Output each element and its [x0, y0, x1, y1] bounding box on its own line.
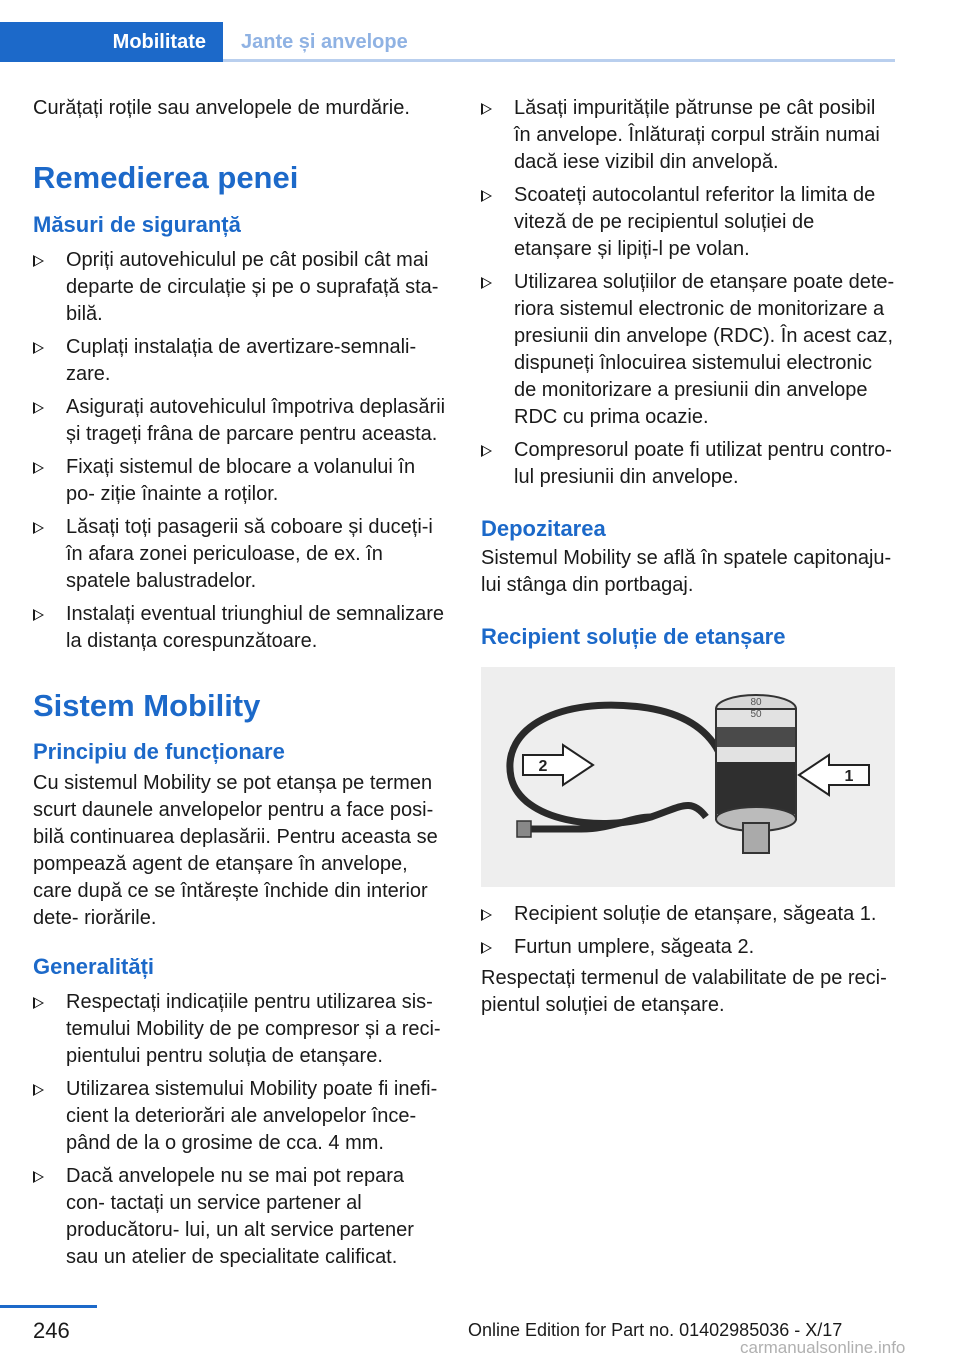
- list-item-text: Scoateți autocolantul referitor la limita de viteză de pe recipientul soluției de etanșare și lipiți-l pe volan.: [514, 184, 876, 260]
- triangle-bullet-icon: [481, 190, 492, 202]
- list-item-text: Dacă anvelopele nu se mai pot repara con- tactați un service partener al producătoru- lui, un alt service partener sau un atelier de specialitate calificat.: [66, 1165, 414, 1268]
- section-tab: Mobilitate: [0, 22, 223, 62]
- triangle-bullet-icon: [33, 522, 44, 534]
- list-item: [33, 334, 448, 388]
- list-item-text: Lăsați toți pasagerii să coboare și duceți-i în afara zonei periculoase, de ex. în spatele balustradelor.: [66, 516, 433, 592]
- triangle-bullet-icon: [481, 909, 492, 921]
- list-item-text: Furtun umplere, săgeata 2.: [514, 936, 755, 958]
- triangle-bullet-icon: [33, 609, 44, 621]
- list-item: [481, 269, 896, 431]
- svg-text:1: 1: [844, 768, 854, 785]
- page-header: [0, 22, 895, 62]
- triangle-bullet-icon: [33, 1084, 44, 1096]
- list-item-text: Utilizarea sistemului Mobility poate fi inefi- cient la deteriorări ale anvelopelor înce- pând de la o grosime de cca. 4 mm.: [66, 1078, 438, 1154]
- list-item: [33, 989, 448, 1070]
- list-item: [481, 95, 896, 176]
- list-item: [33, 394, 448, 448]
- right-column: [481, 95, 896, 1019]
- sealant-container-figure: [481, 667, 895, 887]
- heading-recipient-solutie: Recipient soluție de etanșare: [481, 624, 786, 649]
- list-item: [481, 182, 896, 263]
- triangle-bullet-icon: [481, 103, 492, 115]
- list-item-text: Opriți autovehiculul pe cât posibil cât mai departe de circulație și pe o suprafață sta- bilă.: [66, 249, 439, 325]
- general-list: [33, 989, 448, 1271]
- validity-paragraph: Respectați termenul de valabilitate de pe reci- pientul soluției de etanșare.: [481, 967, 887, 1016]
- list-item-text: Respectați indicațiile pentru utilizarea sis- temului Mobility de pe compresor și a reci- pientului pentru soluția de etanșare.: [66, 991, 441, 1067]
- heading-remedierea-penei: Remedierea penei: [33, 160, 299, 195]
- heading-principiu-functionare: Principiu de funcționare: [33, 739, 285, 764]
- edition-text: Online Edition for Part no. 01402985036 - X/17: [468, 1320, 843, 1340]
- list-item: [33, 1163, 448, 1271]
- hose-valve-connector: [517, 821, 531, 837]
- triangle-bullet-icon: [33, 342, 44, 354]
- page-number: 246: [33, 1318, 70, 1343]
- heading-generalitati: Generalități: [33, 954, 155, 979]
- list-item-text: Asigurați autovehiculul împotriva deplasării și trageți frâna de parcare pentru aceasta.: [66, 396, 446, 445]
- container-parts-list: [481, 901, 896, 961]
- list-item-text: Instalați eventual triunghiul de semnalizare la distanța corespunzătoare.: [66, 603, 444, 652]
- speed-label-bottom: 50: [750, 709, 762, 720]
- triangle-bullet-icon: [481, 277, 492, 289]
- intro-paragraph: Curățați roțile sau anvelopele de murdărie.: [33, 97, 410, 119]
- list-item-text: Utilizarea soluțiilor de etanșare poate dete- riora sistemul electronic de monitorizare a presiunii din anvelope (RDC). În acest caz, dispuneți înlocuirea sistemului electronic de monitorizare a presiunii din anvelope RDC cu prima ocazie.: [514, 271, 895, 428]
- svg-text:2: 2: [538, 758, 548, 775]
- list-item: [33, 247, 448, 328]
- chapter-tab: Jante și anvelope: [223, 22, 895, 62]
- triangle-bullet-icon: [33, 1171, 44, 1183]
- list-item-text: Cuplați instalația de avertizare-semnali- zare.: [66, 336, 417, 385]
- heading-sistem-mobility: Sistem Mobility: [33, 688, 261, 723]
- bottle-neck: [743, 823, 769, 853]
- footer-accent-line: [0, 1305, 97, 1308]
- triangle-bullet-icon: [481, 445, 492, 457]
- principle-paragraph: Cu sistemul Mobility se pot etanșa pe termen scurt daunele anvelopelor pentru a face posi- bilă continuarea deplasării. Pentru aceasta se pompează agent de etanșare în anvelope, care după ce se întărește închide din interior dete- riorările.: [33, 772, 438, 929]
- sealant-kit-illustration: [481, 667, 895, 887]
- triangle-bullet-icon: [33, 255, 44, 267]
- arrow-2-icon: [523, 745, 593, 785]
- list-item: [481, 934, 896, 961]
- triangle-bullet-icon: [33, 402, 44, 414]
- heading-masuri-siguranta: Măsuri de siguranță: [33, 212, 241, 237]
- general-list-continued: [481, 95, 896, 491]
- list-item-text: Compresorul poate fi utilizat pentru contro- lul presiunii din anvelope.: [514, 439, 892, 488]
- speed-label-top: 80: [750, 697, 762, 708]
- list-item: [481, 437, 896, 491]
- list-item-text: Lăsați impuritățile pătrunse pe cât posibil în anvelope. Înlăturați corpul străin numai dacă iese vizibil din anvelopă.: [514, 97, 880, 173]
- list-item-text: Recipient soluție de etanșare, săgeata 1.: [514, 903, 877, 925]
- left-column: [33, 95, 448, 1271]
- arrow-1-icon: [799, 755, 869, 795]
- list-item-text: Fixați sistemul de blocare a volanului în po- ziție înainte a roților.: [66, 456, 416, 505]
- list-item: [33, 454, 448, 508]
- triangle-bullet-icon: [33, 997, 44, 1009]
- list-item: [33, 601, 448, 655]
- storage-paragraph: Sistemul Mobility se află în spatele capitonaju- lui stânga din portbagaj.: [481, 547, 892, 596]
- list-item: [33, 514, 448, 595]
- list-item: [481, 901, 896, 928]
- watermark: carmanualsonline.info: [740, 1338, 906, 1357]
- triangle-bullet-icon: [481, 942, 492, 954]
- list-item: [33, 1076, 448, 1157]
- triangle-bullet-icon: [33, 462, 44, 474]
- safety-list: [33, 247, 448, 655]
- heading-depozitarea: Depozitarea: [481, 516, 606, 541]
